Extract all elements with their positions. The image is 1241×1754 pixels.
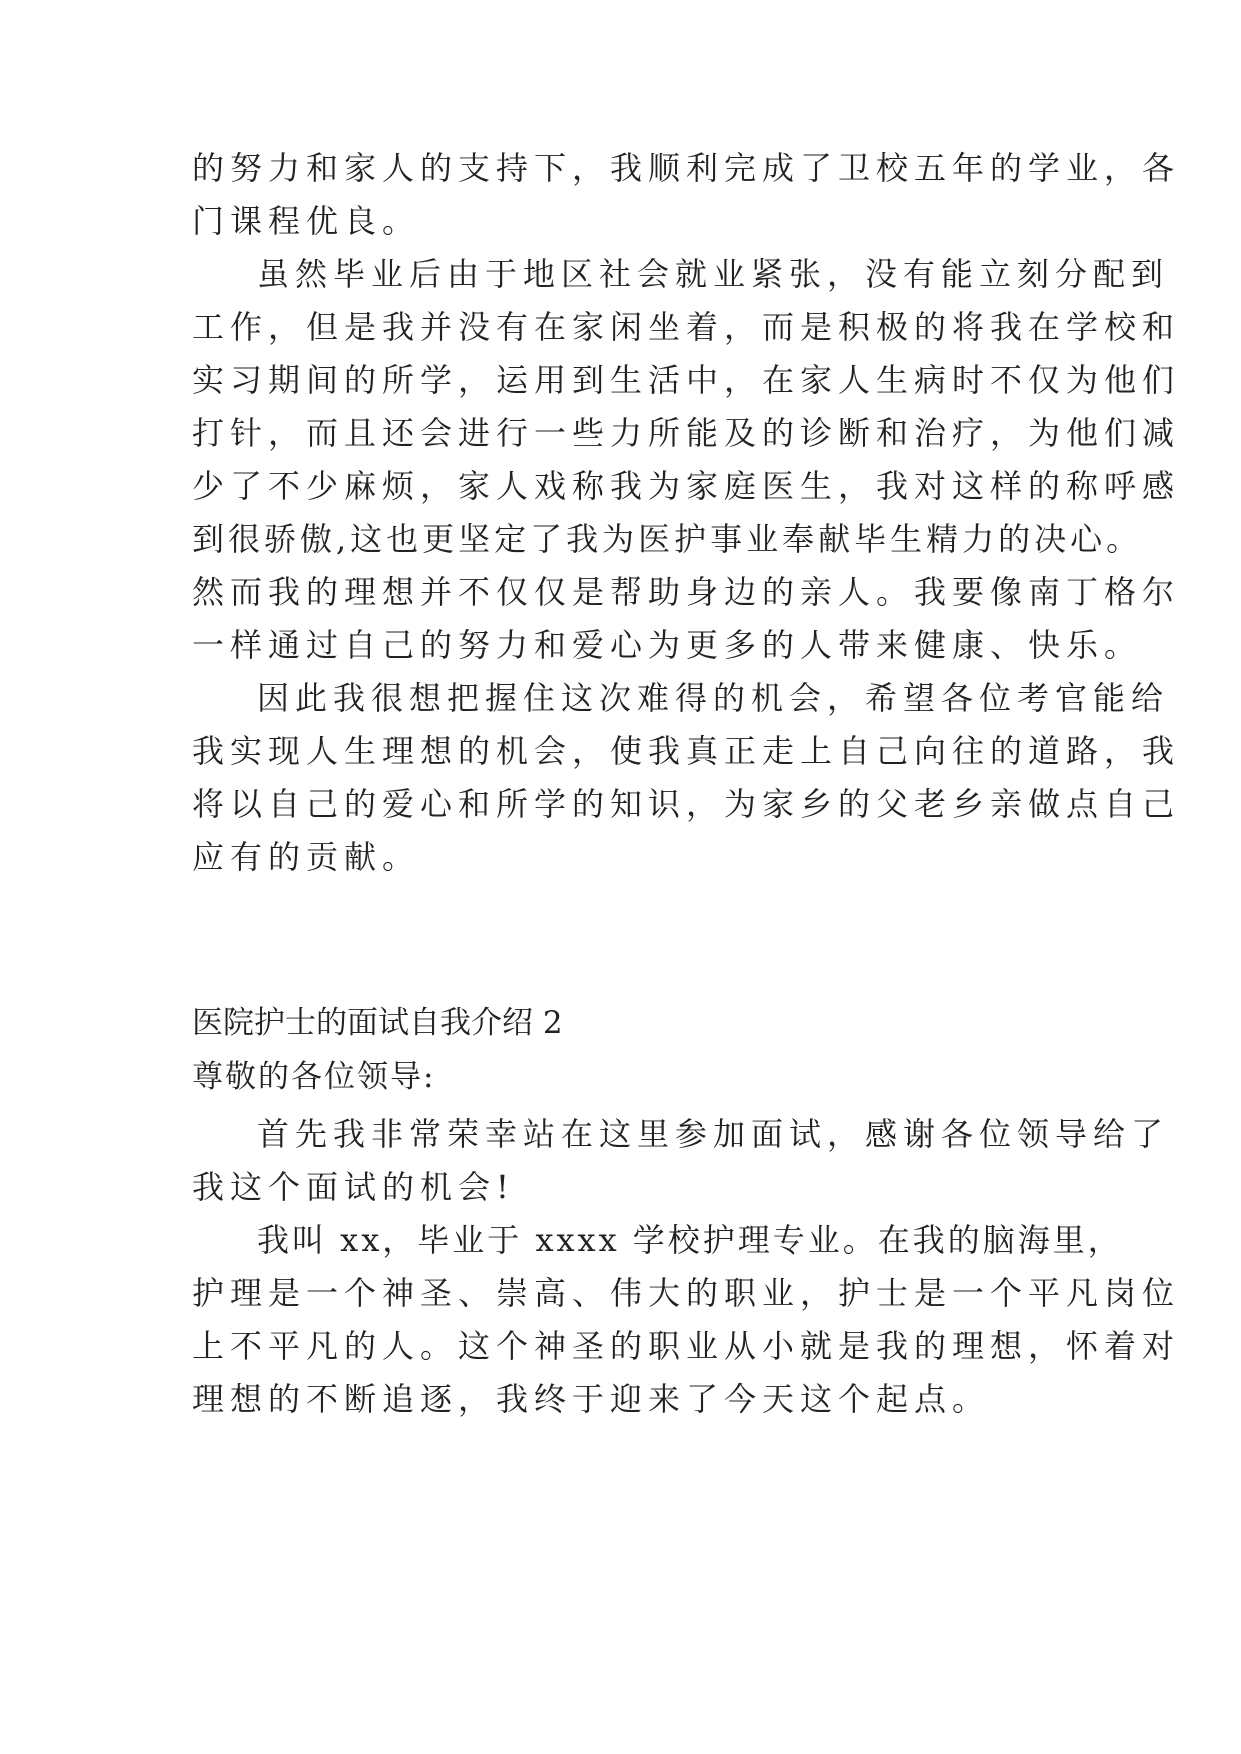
text-line: 工作，但是我并没有在家闲坐着，而是积极的将我在学校和 (192, 308, 1181, 346)
text-line: 因此我很想把握住这次难得的机会，希望各位考官能给 (257, 679, 1170, 717)
text-line: 我实现人生理想的机会，使我真正走上自己向往的道路，我 (192, 732, 1181, 770)
text-line: 一样通过自己的努力和爱心为更多的人带来健康、快乐。 (192, 626, 1143, 664)
salutation: 尊敬的各位领导: (192, 1059, 436, 1095)
text-line: 应有的贡献。 (192, 838, 421, 876)
text-line: 实习期间的所学，运用到生活中，在家人生病时不仅为他们 (192, 361, 1181, 399)
text-line: 上不平凡的人。这个神圣的职业从小就是我的理想，怀着对 (192, 1327, 1181, 1365)
section-title: 医院护士的面试自我介绍 2 (192, 1005, 563, 1041)
text-line: 虽然毕业后由于地区社会就业紧张，没有能立刻分配到 (257, 255, 1170, 293)
text-line: 我叫 xx，毕业于 xxxx 学校护理专业。在我的脑海里， (257, 1221, 1123, 1259)
text-line: 然而我的理想并不仅仅是帮助身边的亲人。我要像南丁格尔 (192, 573, 1181, 611)
text-line: 打针，而且还会进行一些力所能及的诊断和治疗，为他们减 (192, 414, 1181, 452)
text-line: 将以自己的爱心和所学的知识，为家乡的父老乡亲做点自己 (192, 785, 1181, 823)
text-line: 护理是一个神圣、崇高、伟大的职业，护士是一个平凡岗位 (192, 1274, 1181, 1312)
text-line: 门课程优良。 (192, 202, 421, 240)
text-line: 少了不少麻烦，家人戏称我为家庭医生，我对这样的称呼感 (192, 467, 1181, 505)
text-line: 首先我非常荣幸站在这里参加面试，感谢各位领导给了 (257, 1115, 1170, 1153)
text-line: 的努力和家人的支持下，我顺利完成了卫校五年的学业，各 (192, 149, 1181, 187)
text-line: 我这个面试的机会! (192, 1168, 515, 1206)
text-line: 理想的不断追逐，我终于迎来了今天这个起点。 (192, 1380, 991, 1418)
text-line: 到很骄傲,这也更坚定了我为医护事业奉献毕生精力的决心。 (192, 520, 1143, 558)
